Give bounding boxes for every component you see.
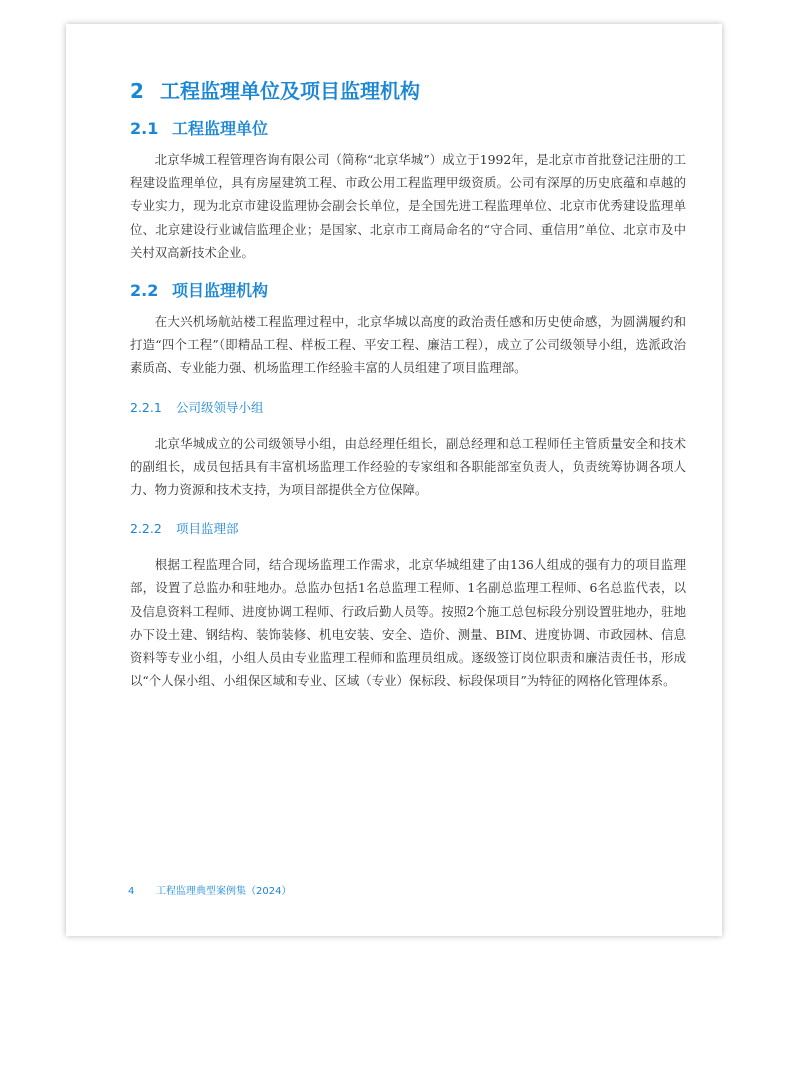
subsection-number: 2.2.1 xyxy=(130,399,162,415)
chapter-title: 工程监理单位及项目监理机构 xyxy=(160,79,420,103)
book-title: 工程监理典型案例集（2024） xyxy=(156,886,292,897)
chapter-heading xyxy=(130,76,686,106)
section-number: 2.1 xyxy=(130,119,159,138)
page-number: 4 xyxy=(128,886,135,897)
subsection-title: 项目监理部 xyxy=(176,521,239,537)
page-footer xyxy=(128,882,291,897)
section-2-1-paragraph: 北京华城工程管理咨询有限公司（简称“北京华城”）成立于1992年，是北京市首批登记注册的工程建设监理单位，具有房屋建筑工程、市政公用工程监理甲级资质。公司有深厚的历史底蕴和卓越的专业实力，现为北京市建设监理协会副会长单位，是全国先进工程监理单位、北京市优秀建设监理单位、北京建设行业诚信监理企业；是国家、北京市工商局命名的“守合同、重信用”单位、北京市及中关村双高新技术企业。 xyxy=(130,152,686,260)
page-content xyxy=(130,76,686,692)
subsection-heading-2-2-1 xyxy=(130,396,686,420)
section-number: 2.2 xyxy=(130,281,159,301)
section-title: 工程监理单位 xyxy=(172,119,269,138)
section-title: 项目监理机构 xyxy=(172,281,269,301)
subsection-title: 公司级领导小组 xyxy=(176,399,264,415)
subsection-heading-2-2-2 xyxy=(130,517,686,541)
document-page xyxy=(66,24,722,936)
section-heading-2-1 xyxy=(130,116,686,142)
subsection-2-2-2-paragraph: 根据工程监理合同，结合现场监理工作需求，北京华城组建了由136人组成的强有力的项目监理部，设置了总监办和驻地办。总监办包括1名总监理工程师、1名副总监理工程师、6名总监代表，以及信息资料工程师、进度协调工程师、行政后勤人员等。按照2个施工总包标段分别设置驻地办，驻地办下设土建、钢结构、装饰装修、机电安装、安全、造价、测量、BIM、进度协调、市政园林、信息资料等专业小组，小组人员由专业监理工程师和监理员组成。逐级签订岗位职责和廉洁责任书，形成以“个人保小组、小组保区域和专业、区域（专业）保标段、标段保项目”为特征的网格化管理体系。 xyxy=(130,557,686,689)
section-2-2-paragraph: 在大兴机场航站楼工程监理过程中，北京华城以高度的政治责任感和历史使命感，为圆满履约和打造“四个工程”（即精品工程、样板工程、平安工程、廉洁工程），成立了公司级领导小组，选派政治素质高、专业能力强、机场监理工作经验丰富的人员组建了项目监理部。 xyxy=(130,314,686,376)
chapter-number: 2 xyxy=(130,79,144,103)
subsection-number: 2.2.2 xyxy=(130,521,162,537)
subsection-2-2-1-paragraph: 北京华城成立的公司级领导小组，由总经理任组长，副总经理和总工程师任主管质量安全和技术的副组长，成员包括具有丰富机场监理工作经验的专家组和各职能部室负责人，负责统筹协调各项人力、物力资源和技术支持，为项目部提供全方位保障。 xyxy=(130,435,686,498)
section-heading-2-2 xyxy=(130,278,686,304)
